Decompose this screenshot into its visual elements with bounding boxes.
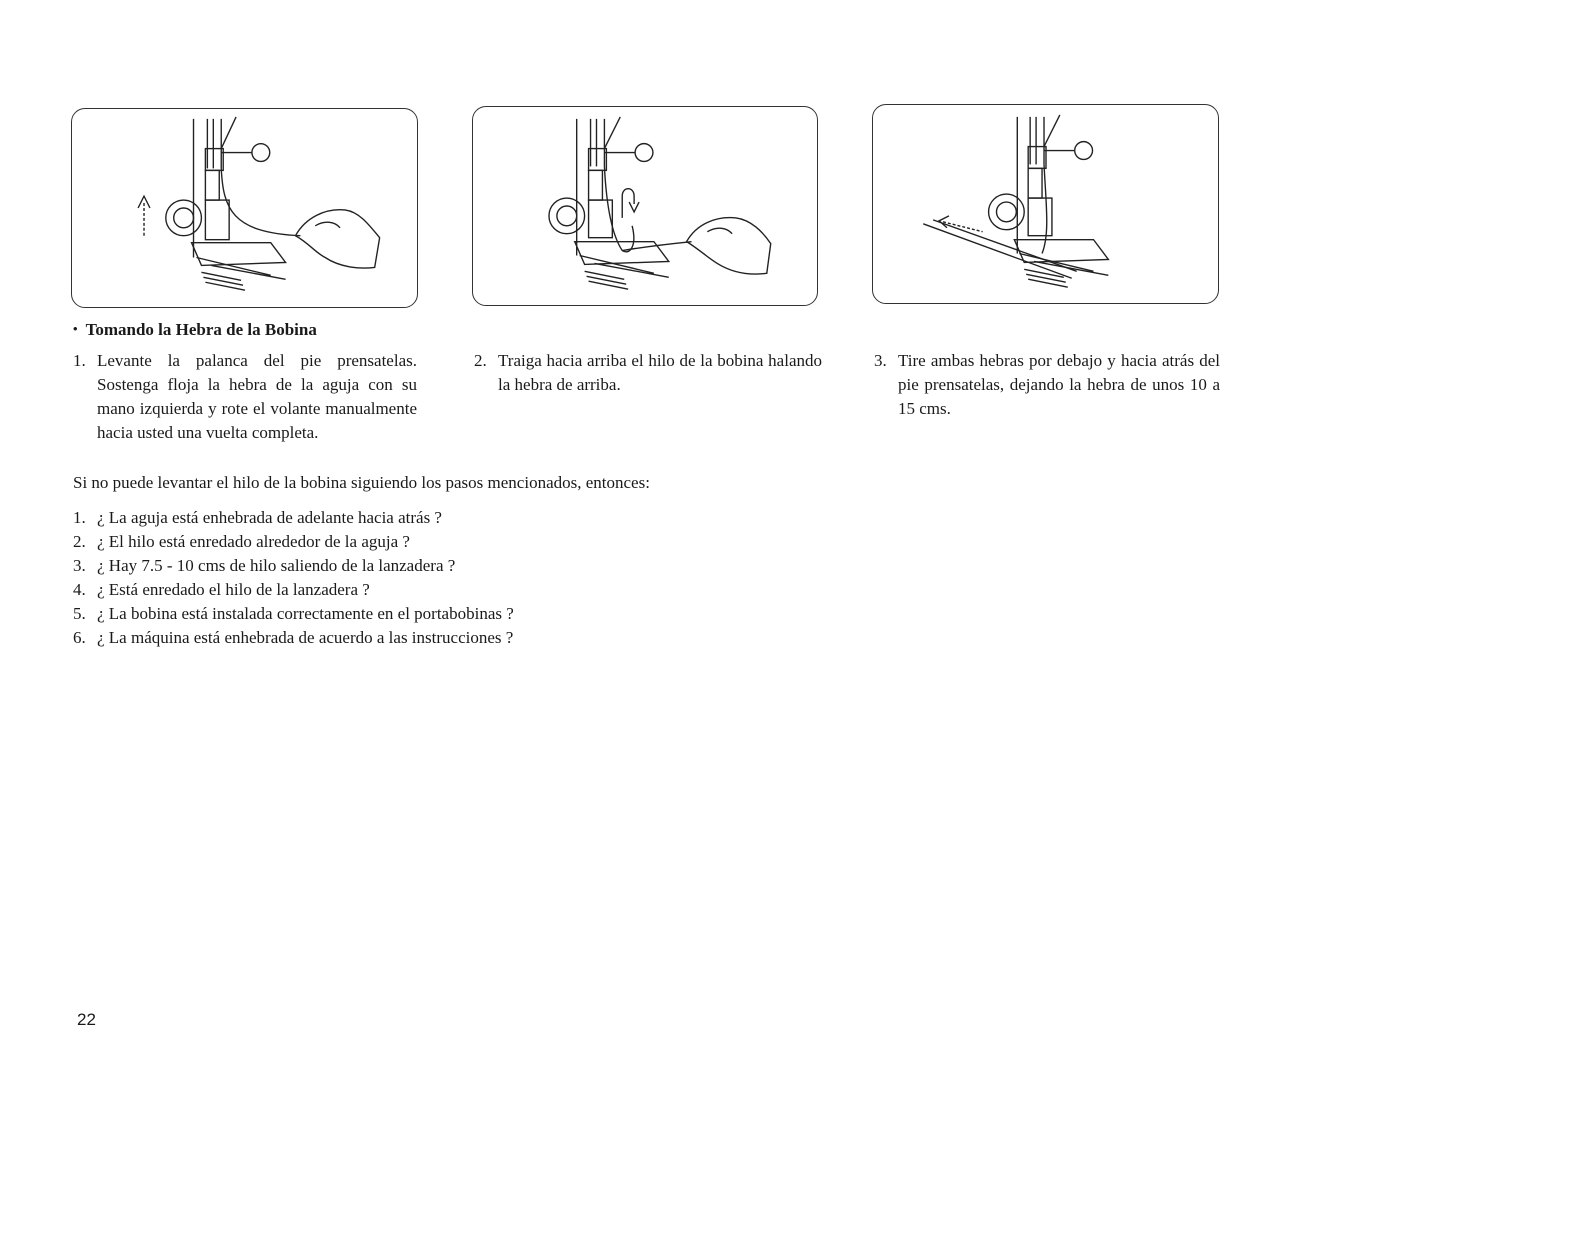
step-2: [474, 349, 822, 397]
list-item: [73, 602, 514, 626]
item-number: 2.: [73, 532, 86, 551]
step-number: 1.: [73, 351, 86, 370]
figure-step-2: [472, 106, 818, 306]
list-item: [73, 626, 514, 650]
list-item: [73, 578, 514, 602]
step-number: 2.: [474, 351, 487, 370]
item-text: ¿ La aguja está enhebrada de adelante hacia atrás ?: [97, 508, 442, 527]
sewing-machine-presser-foot-raise-icon: [72, 109, 417, 307]
troubleshooting-note: Si no puede levantar el hilo de la bobina siguiendo los pasos mencionados, entonces:: [73, 473, 650, 492]
list-item: [73, 554, 514, 578]
step-text: Traiga hacia arriba el hilo de la bobina halando la hebra de arriba.: [498, 351, 822, 394]
troubleshooting-checklist: [73, 506, 514, 650]
item-number: 6.: [73, 628, 86, 647]
item-number: 3.: [73, 556, 86, 575]
list-item: [73, 530, 514, 554]
item-number: 1.: [73, 508, 86, 527]
sewing-machine-pull-bobbin-thread-icon: [473, 107, 817, 305]
list-item: [73, 506, 514, 530]
section-title: [73, 320, 317, 340]
item-text: ¿ Hay 7.5 - 10 cms de hilo saliendo de la lanzadera ?: [97, 556, 456, 575]
step-text: Levante la palanca del pie prensatelas. Sostenga floja la hebra de la aguja con su mano izquierda y rote el volante manualmente hacia usted una vuelta completa.: [97, 351, 417, 442]
sewing-machine-threads-back-icon: [873, 105, 1218, 303]
step-text: Tire ambas hebras por debajo y hacia atrás del pie prensatelas, dejando la hebra de unos 10 a 15 cms.: [898, 351, 1220, 418]
item-text: ¿ Está enredado el hilo de la lanzadera ?: [97, 580, 370, 599]
item-number: 4.: [73, 580, 86, 599]
item-text: ¿ La bobina está instalada correctamente en el portabobinas ?: [97, 604, 514, 623]
figure-step-1: [71, 108, 418, 308]
bullet: •: [73, 321, 78, 336]
item-text: ¿ El hilo está enredado alrededor de la aguja ?: [97, 532, 410, 551]
figure-step-3: [872, 104, 1219, 304]
item-text: ¿ La máquina está enhebrada de acuerdo a las instrucciones ?: [97, 628, 514, 647]
step-3: [874, 349, 1220, 421]
item-number: 5.: [73, 604, 86, 623]
step-number: 3.: [874, 351, 887, 370]
page-number: 22: [77, 1010, 96, 1029]
step-1: [73, 349, 417, 445]
section-title-text: Tomando la Hebra de la Bobina: [85, 320, 317, 339]
